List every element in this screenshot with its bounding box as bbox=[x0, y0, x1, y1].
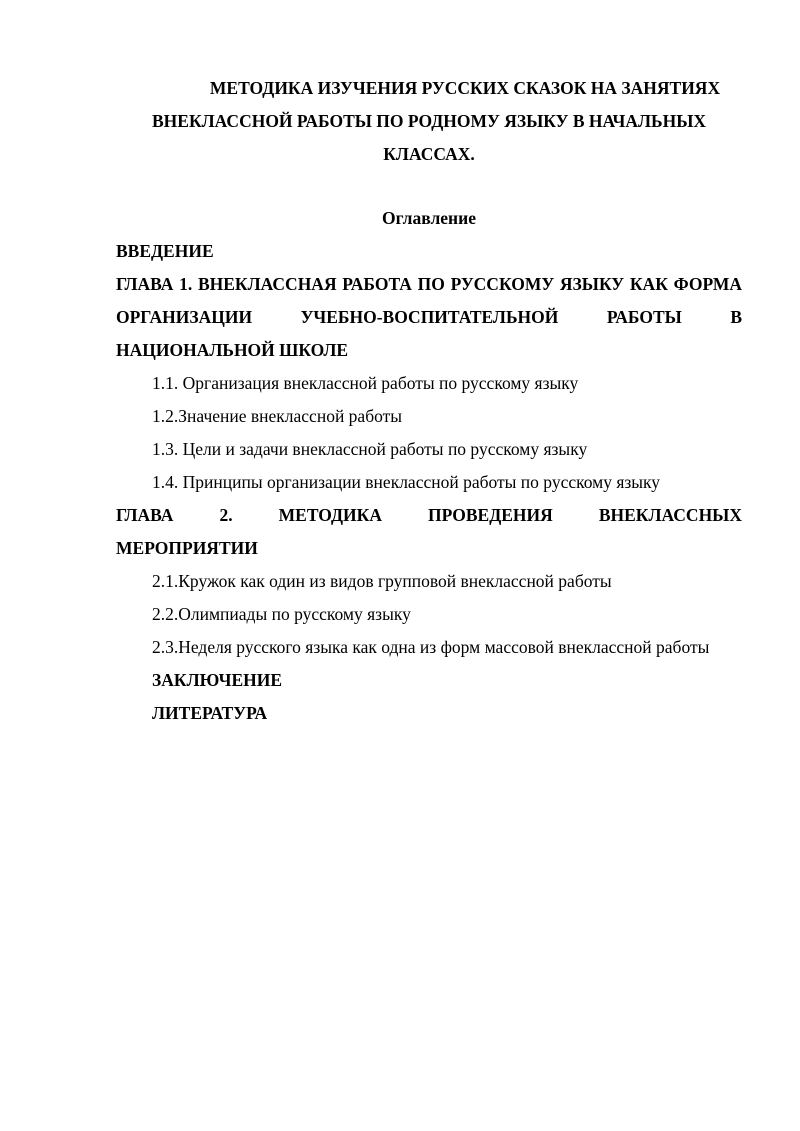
toc-entry-section-2-1: 2.1.Кружок как один из видов групповой внеклассной работы bbox=[152, 571, 612, 591]
document-title bbox=[116, 72, 742, 171]
document-title-line-2: ВНЕКЛАССНОЙ РАБОТЫ ПО РОДНОМУ ЯЗЫКУ В НАЧАЛЬНЫХ bbox=[151, 111, 707, 131]
toc-entry-section-2-2: 2.2.Олимпиады по русскому языку bbox=[152, 604, 411, 624]
toc-entry-conclusion: ЗАКЛЮЧЕНИЕ bbox=[152, 670, 283, 690]
toc-entry-introduction: ВВЕДЕНИЕ bbox=[116, 241, 214, 261]
document-title-line-1: МЕТОДИКА ИЗУЧЕНИЯ РУССКИХ СКАЗОК НА ЗАНЯТИЯХ bbox=[209, 78, 721, 98]
toc-entry-section-2-3: 2.3.Неделя русского языка как одна из форм массовой внеклассной работы bbox=[152, 637, 710, 657]
toc-heading: Оглавление bbox=[382, 208, 476, 228]
document-title-line-3: КЛАССАХ. bbox=[383, 144, 475, 164]
toc-entry-chapter-2-line-2: МЕРОПРИЯТИИ bbox=[116, 538, 258, 558]
toc-entry-section-1-1: 1.1. Организация внеклассной работы по русскому языку bbox=[152, 373, 579, 393]
toc-entry-section-1-3: 1.3. Цели и задачи внеклассной работы по русскому языку bbox=[152, 439, 588, 459]
toc-entry-chapter-2-line-1: ГЛАВА 2. МЕТОДИКА ПРОВЕДЕНИЯ ВНЕКЛАССНЫХ bbox=[116, 505, 742, 525]
table-of-contents bbox=[116, 235, 742, 730]
toc-entry-chapter-1: ГЛАВА 1. ВНЕКЛАССНАЯ РАБОТА ПО РУССКОМУ ЯЗЫКУ КАК ФОРМА ОРГАНИЗАЦИИ УЧЕБНО-ВОСПИТАТЕЛЬНОЙ РАБОТЫ В НАЦИОНАЛЬНОЙ ШКОЛЕ bbox=[116, 274, 742, 360]
toc-entry-section-1-4: 1.4. Принципы организации внеклассной работы по русскому языку bbox=[152, 472, 661, 492]
toc-entry-section-1-2: 1.2.Значение внеклассной работы bbox=[152, 406, 403, 426]
toc-entry-literature: ЛИТЕРАТУРА bbox=[152, 703, 268, 723]
